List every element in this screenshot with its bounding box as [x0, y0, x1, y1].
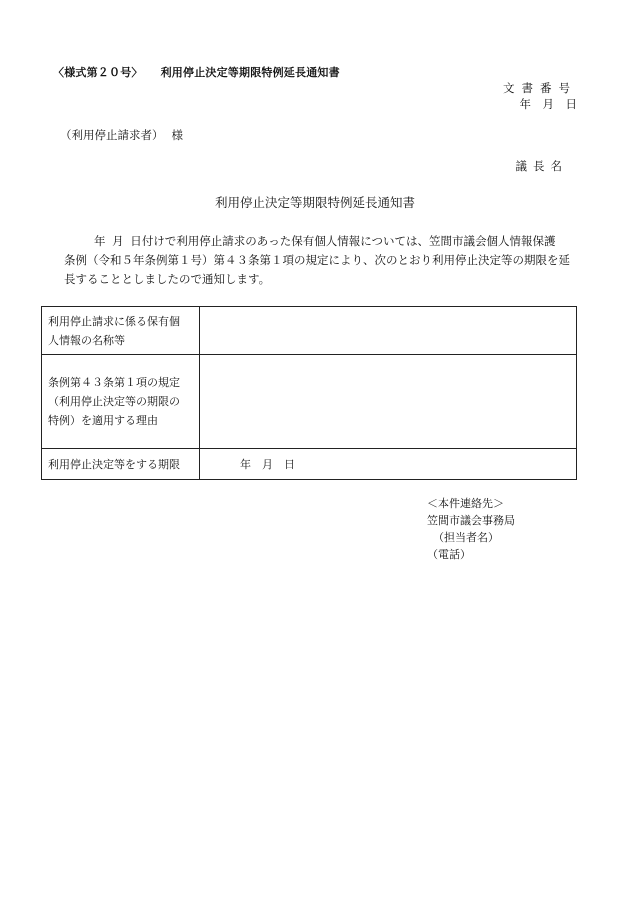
label-line: 利用停止決定等をする期限 — [48, 457, 180, 471]
contact-heading: ＜本件連絡先＞ — [427, 497, 504, 510]
contact-phone: （電話） — [427, 548, 471, 561]
label-line: 利用停止請求に係る保有個 — [48, 314, 180, 328]
body-date: 年 月 日 — [94, 234, 142, 248]
table-value-cell — [200, 307, 577, 355]
document-date: 年 月 日 — [519, 97, 577, 111]
contact-office: 笠間市議会事務局 — [427, 514, 515, 527]
table-label-cell — [42, 355, 200, 449]
body-line-3: 長することとしましたので通知します。 — [64, 272, 271, 286]
page-title: 利用停止決定等期限特例延長通知書 — [214, 195, 415, 210]
document-number: 文書番号 — [503, 81, 577, 95]
addressee-honorific: 様 — [171, 128, 183, 142]
body-line-1-text: 付けで利用停止請求のあった保有個人情報については、笠間市議会個人情報保護 — [141, 234, 556, 248]
table-value-cell — [200, 355, 577, 449]
deadline-date-cell: 年 月 日 — [200, 449, 577, 480]
form-number: 〈様式第２０号〉 — [53, 66, 143, 79]
table-row — [42, 307, 577, 355]
label-line: （利用停止決定等の期限の — [48, 395, 180, 408]
addressee-name: （利用停止請求者） — [60, 128, 164, 142]
info-table — [41, 306, 577, 480]
table-row — [42, 449, 577, 480]
table-row — [42, 355, 577, 449]
addressee — [60, 127, 183, 143]
form-identifier — [53, 64, 340, 80]
label-line: 特例）を適用する理由 — [48, 414, 158, 427]
label-line: 人情報の名称等 — [48, 333, 125, 347]
body-paragraph — [64, 232, 580, 289]
form-header-title: 利用停止決定等期限特例延長通知書 — [160, 66, 340, 79]
label-line: 条例第４３条第１項の規定 — [48, 376, 180, 389]
contact-person: （担当者名） — [433, 531, 499, 544]
sender-name: 議長名 — [515, 159, 568, 173]
body-line-1 — [64, 232, 580, 251]
table-label-cell — [42, 307, 200, 355]
table-label-cell — [42, 449, 200, 480]
body-line-2: 条例（令和５年条例第１号）第４３条第１項の規定により、次のとおり利用停止決定等の期限を延 — [64, 253, 570, 267]
contact-block — [427, 495, 515, 563]
